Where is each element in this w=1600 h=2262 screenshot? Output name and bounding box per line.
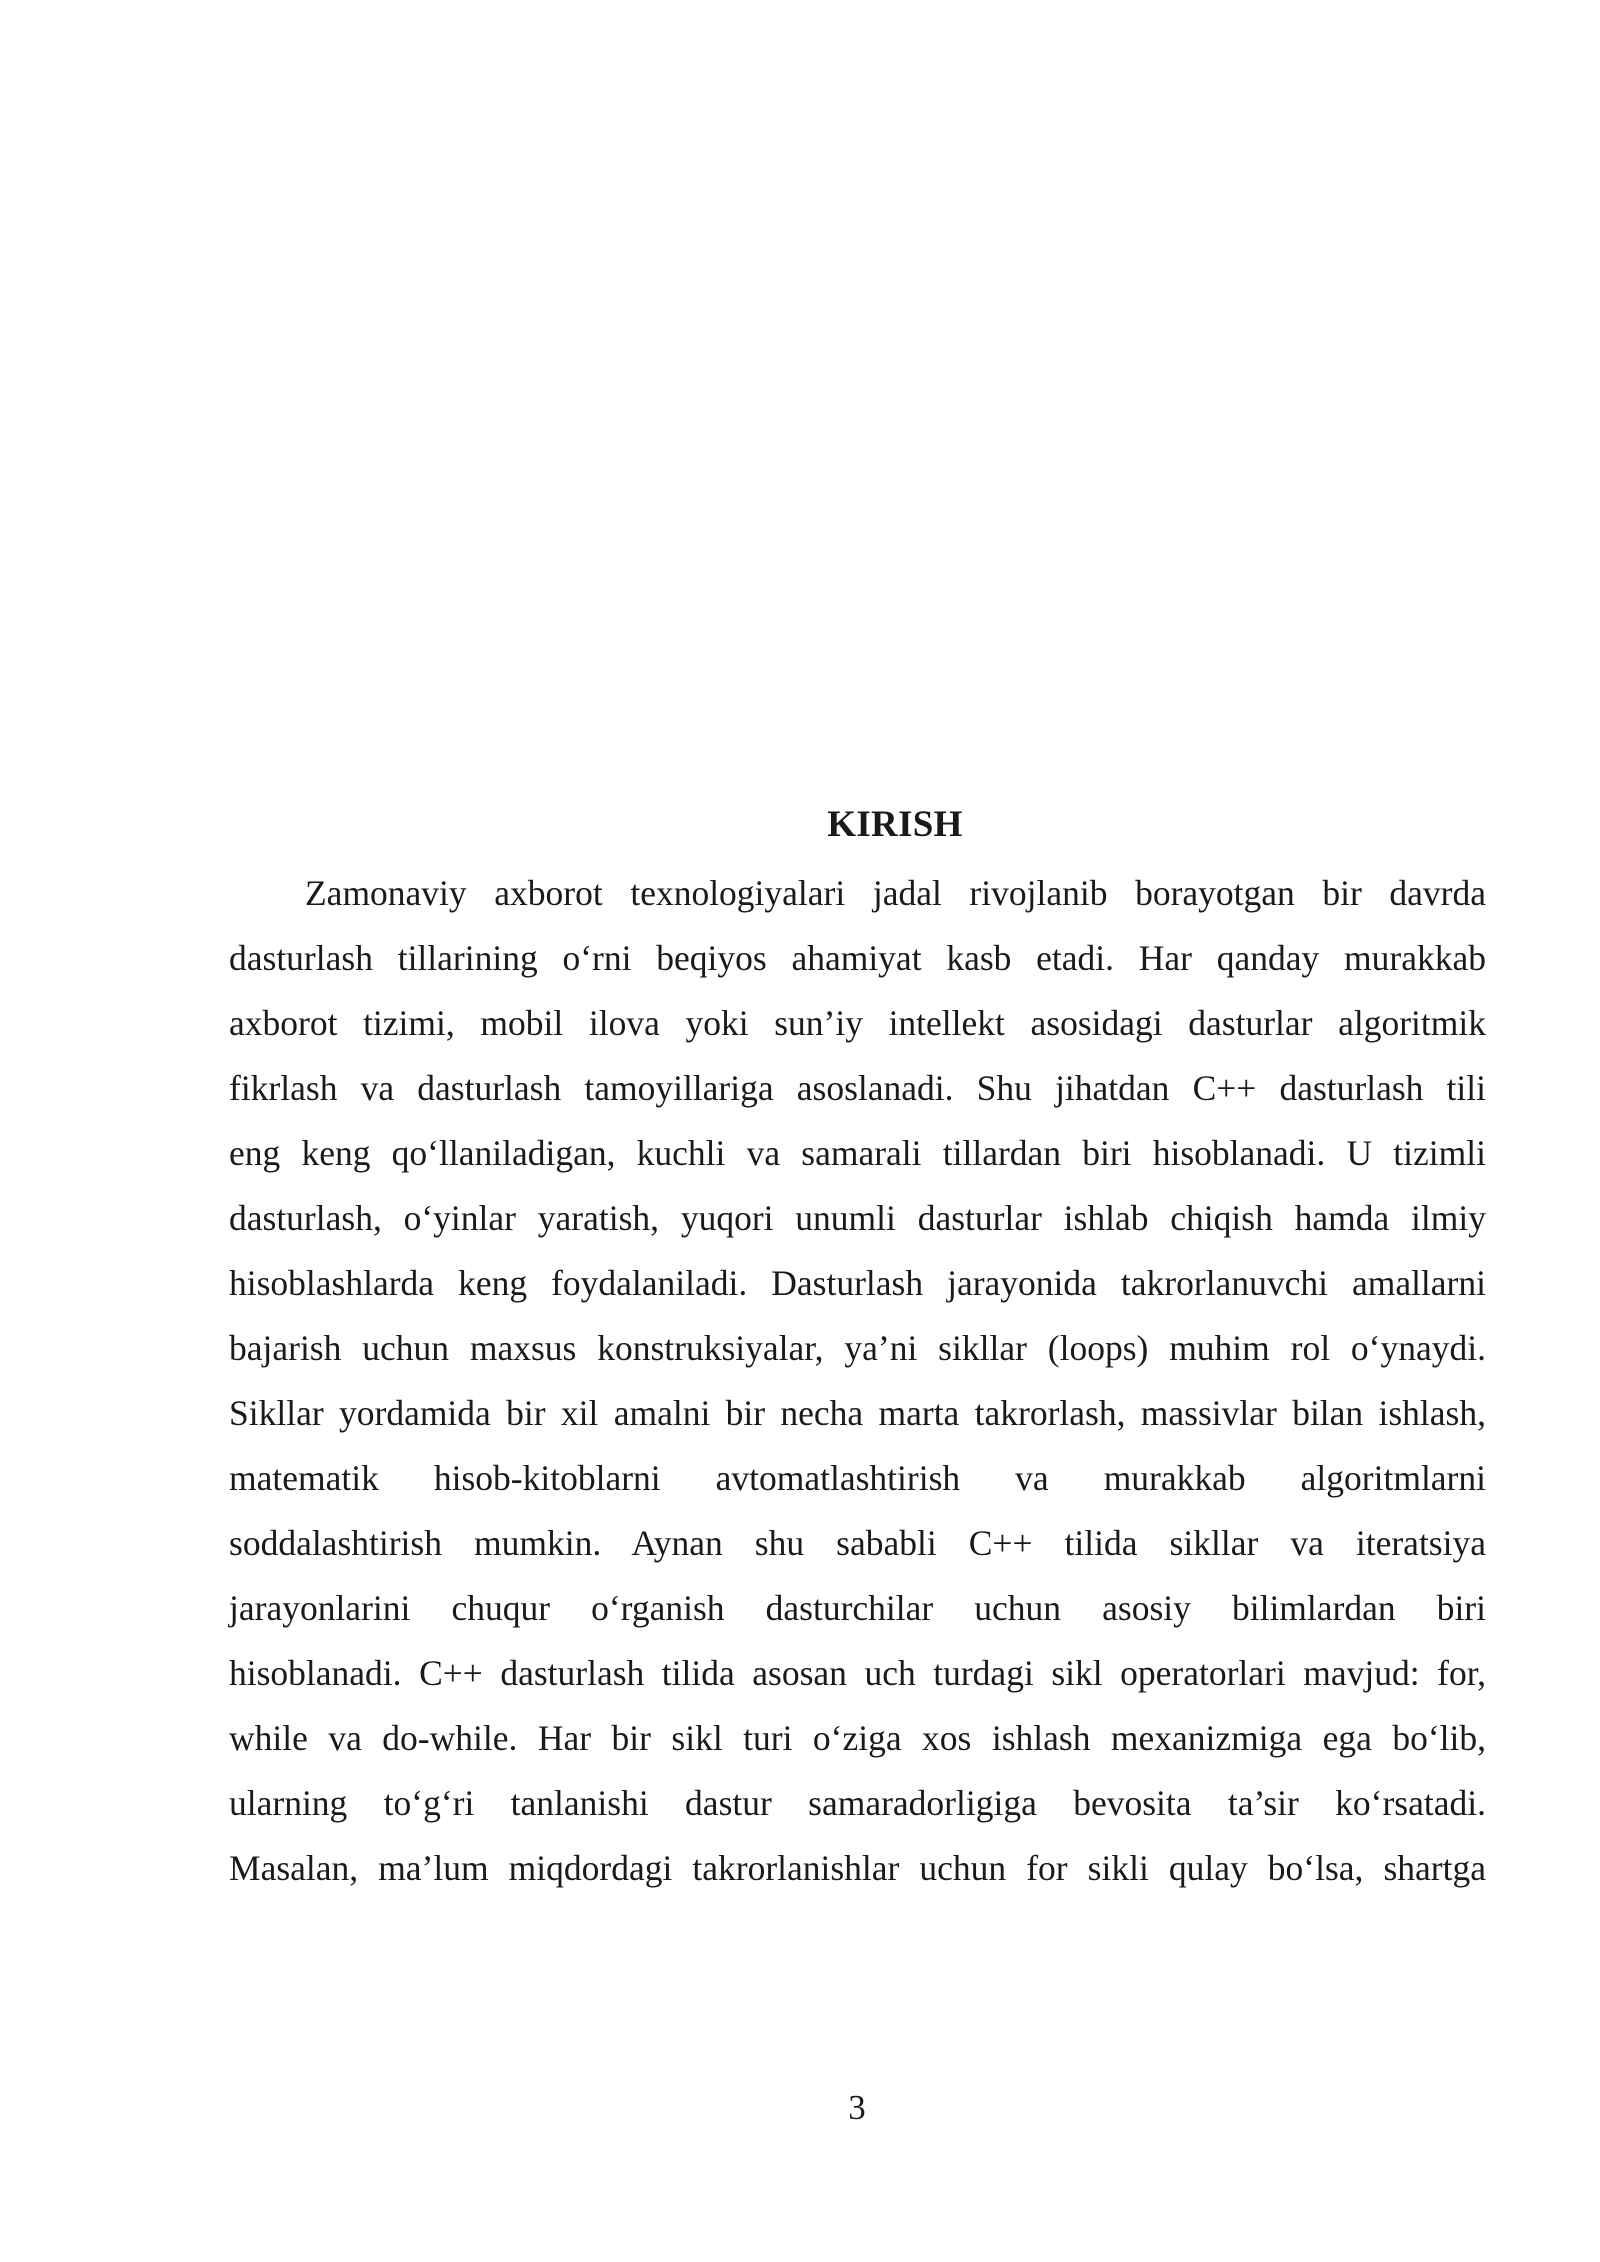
body-paragraph (229, 861, 1486, 1901)
paragraph-line: while va do-while. Har bir sikl turi o‘ziga xos ishlash mexanizmiga ega bo‘lib, (229, 1718, 1486, 1758)
paragraph-line: eng keng qo‘llaniladigan, kuchli va samarali tillardan biri hisoblanadi. U tizimli (229, 1133, 1486, 1173)
page-number: 3 (848, 2088, 866, 2127)
paragraph-line: Sikllar yordamida bir xil amalni bir necha marta takrorlash, massivlar bilan ishlash, (229, 1393, 1486, 1433)
paragraph-line: soddalashtirish mumkin. Aynan shu sababli C++ tilida sikllar va iteratsiya (229, 1523, 1486, 1563)
paragraph-line: Zamonaviy axborot texnologiyalari jadal rivojlanib borayotgan bir davrda (305, 873, 1486, 913)
paragraph-line: axborot tizimi, mobil ilova yoki sun’iy intellekt asosidagi dasturlar algoritmik (229, 1003, 1486, 1043)
paragraph-line: hisoblashlarda keng foydalaniladi. Dasturlash jarayonida takrorlanuvchi amallarni (229, 1263, 1486, 1303)
paragraph-line: ularning to‘g‘ri tanlanishi dastur samaradorligiga bevosita ta’sir ko‘rsatadi. (229, 1783, 1486, 1823)
paragraph-line: dasturlash tillarining o‘rni beqiyos ahamiyat kasb etadi. Har qanday murakkab (229, 938, 1486, 978)
paragraph-line: Masalan, ma’lum miqdordagi takrorlanishlar uchun for sikli qulay bo‘lsa, shartga (229, 1848, 1486, 1888)
paragraph-line: matematik hisob-kitoblarni avtomatlashtirish va murakkab algoritmlarni (229, 1458, 1486, 1498)
section-heading: KIRISH (827, 804, 963, 845)
paragraph-line: fikrlash va dasturlash tamoyillariga asoslanadi. Shu jihatdan C++ dasturlash tili (229, 1068, 1486, 1108)
paragraph-line: dasturlash, o‘yinlar yaratish, yuqori unumli dasturlar ishlab chiqish hamda ilmiy (229, 1198, 1486, 1238)
paragraph-line: jarayonlarini chuqur o‘rganish dasturchilar uchun asosiy bilimlardan biri (229, 1588, 1486, 1628)
paragraph-line: hisoblanadi. C++ dasturlash tilida asosan uch turdagi sikl operatorlari mavjud: for, (229, 1653, 1486, 1693)
paragraph-line: bajarish uchun maxsus konstruksiyalar, ya’ni sikllar (loops) muhim rol o‘ynaydi. (229, 1328, 1486, 1368)
